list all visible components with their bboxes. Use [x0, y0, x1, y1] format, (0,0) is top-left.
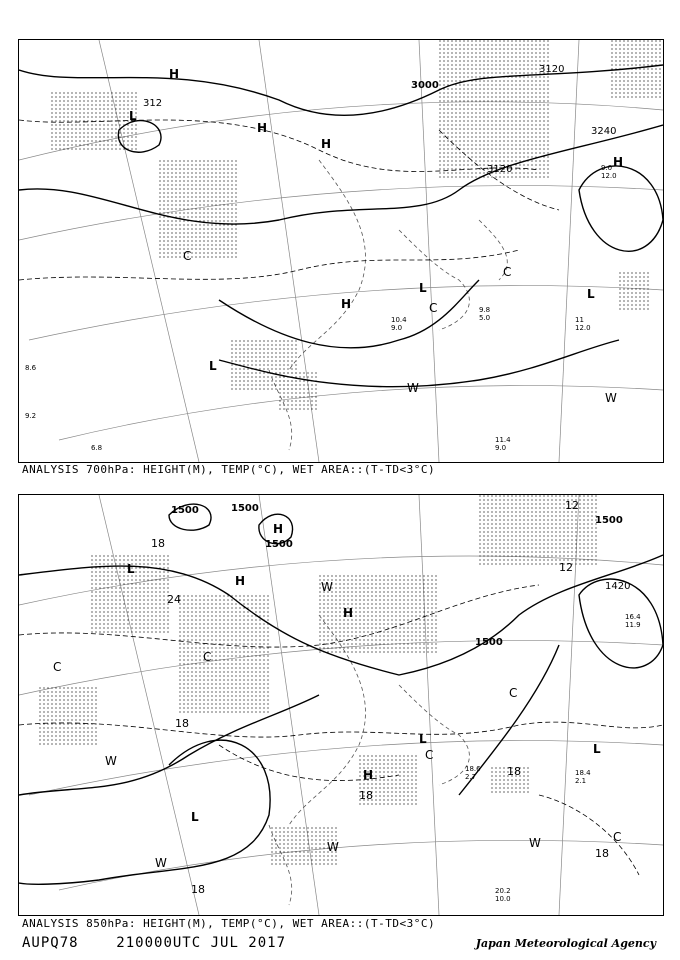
cold-center: C: [503, 265, 512, 279]
station-plots: [465, 613, 641, 903]
high-center: H: [321, 137, 332, 151]
high-center: H: [169, 67, 180, 81]
station-dewpoint: 5.0: [479, 314, 491, 322]
station-temp: 10.4: [391, 316, 407, 324]
low-center: L: [587, 287, 595, 301]
isotherm-label: 18: [175, 717, 189, 730]
station-dewpoint: 11.9: [625, 621, 641, 629]
low-center: L: [129, 109, 137, 123]
contour-label: 1500: [231, 503, 259, 514]
contour-label: 1420: [605, 581, 631, 592]
station-value: 6.8: [91, 444, 103, 452]
low-center: L: [209, 359, 217, 373]
low-center: L: [127, 562, 135, 576]
map-700hpa-svg: [19, 40, 663, 462]
cold-center: C: [53, 660, 62, 674]
low-center: L: [419, 732, 427, 746]
high-center: H: [257, 121, 268, 135]
high-center: H: [343, 606, 354, 620]
station-value: 11: [575, 316, 584, 324]
high-center: H: [341, 297, 352, 311]
station-dewpoint: 9.0: [495, 444, 507, 452]
station-dewpoint: 12.0: [601, 172, 617, 180]
warm-center: W: [105, 754, 117, 768]
low-center: L: [593, 742, 601, 756]
station-value: 12.0: [575, 324, 591, 332]
map-850hpa-svg: [19, 495, 663, 915]
station-temp: 18.4: [575, 769, 591, 777]
map-panel-700hpa: [18, 39, 664, 463]
low-center: L: [191, 810, 199, 824]
high-center: H: [235, 574, 246, 588]
cold-center: C: [613, 830, 622, 844]
warm-center: W: [155, 856, 167, 870]
station-dewpoint: 2.1: [575, 777, 587, 785]
high-center: H: [363, 768, 374, 782]
station-plots: [25, 164, 617, 452]
station-temp: 11.4: [495, 436, 511, 444]
isotherm-label: 12: [559, 561, 573, 574]
warm-center: W: [529, 836, 541, 850]
warm-center: W: [327, 840, 339, 854]
warm-center: W: [407, 381, 419, 395]
cold-center: C: [429, 301, 438, 315]
contour-label: 3240: [591, 126, 617, 137]
station-dewpoint: 2.7: [465, 773, 477, 781]
contour-label: 1500: [595, 515, 623, 526]
warm-center: W: [605, 391, 617, 405]
contour-label: 3120: [539, 64, 565, 75]
contour-label: 1500: [265, 539, 293, 550]
isotherm-label: 18: [151, 537, 165, 550]
isotherm-label: 24: [167, 593, 181, 606]
isotherm-label: 12: [565, 499, 579, 512]
low-center: L: [419, 281, 427, 295]
station-dewpoint: 10.0: [495, 895, 511, 903]
contour-label: 3000: [411, 80, 439, 91]
contour-label: 1500: [475, 637, 503, 648]
high-center: H: [613, 155, 624, 169]
isotherm-label: 18: [507, 765, 521, 778]
valid-time: 210000UTC JUL 2017: [116, 935, 287, 951]
chart-id: AUPQ78: [22, 935, 79, 951]
contour-label: 1500: [171, 505, 199, 516]
contour-label: 312: [143, 98, 163, 109]
station-temp: 9.0: [601, 164, 613, 172]
station-value: 8.6: [25, 364, 37, 372]
caption-700hpa: ANALYSIS 700hPa: HEIGHT(M), TEMP(°C), WET AREA::(T-TD<3°C): [22, 463, 436, 476]
isotherm-label: 18: [595, 847, 609, 860]
chart-identifier: [22, 935, 286, 951]
cold-center: C: [509, 686, 518, 700]
station-dewpoint: 9.0: [391, 324, 403, 332]
station-value: 9.2: [25, 412, 37, 420]
caption-850hpa: ANALYSIS 850hPa: HEIGHT(M), TEMP(°C), WET AREA::(T-TD<3°C): [22, 917, 436, 930]
station-temp: 20.2: [495, 887, 511, 895]
warm-center: W: [321, 580, 333, 594]
map-panel-850hpa: [18, 494, 664, 916]
contour-label: 3120: [487, 164, 513, 175]
isotherm-label: 18: [359, 789, 373, 802]
high-center: H: [273, 522, 284, 536]
station-temp: 18.6: [465, 765, 481, 773]
cold-center: C: [203, 650, 212, 664]
wet-areas: [39, 495, 599, 865]
isotherm-label: 18: [191, 883, 205, 896]
station-temp: 9.8: [479, 306, 491, 314]
agency-name: Japan Meteorological Agency: [475, 937, 656, 950]
cold-center: C: [425, 748, 434, 762]
station-temp: 16.4: [625, 613, 641, 621]
cold-center: C: [183, 249, 192, 263]
